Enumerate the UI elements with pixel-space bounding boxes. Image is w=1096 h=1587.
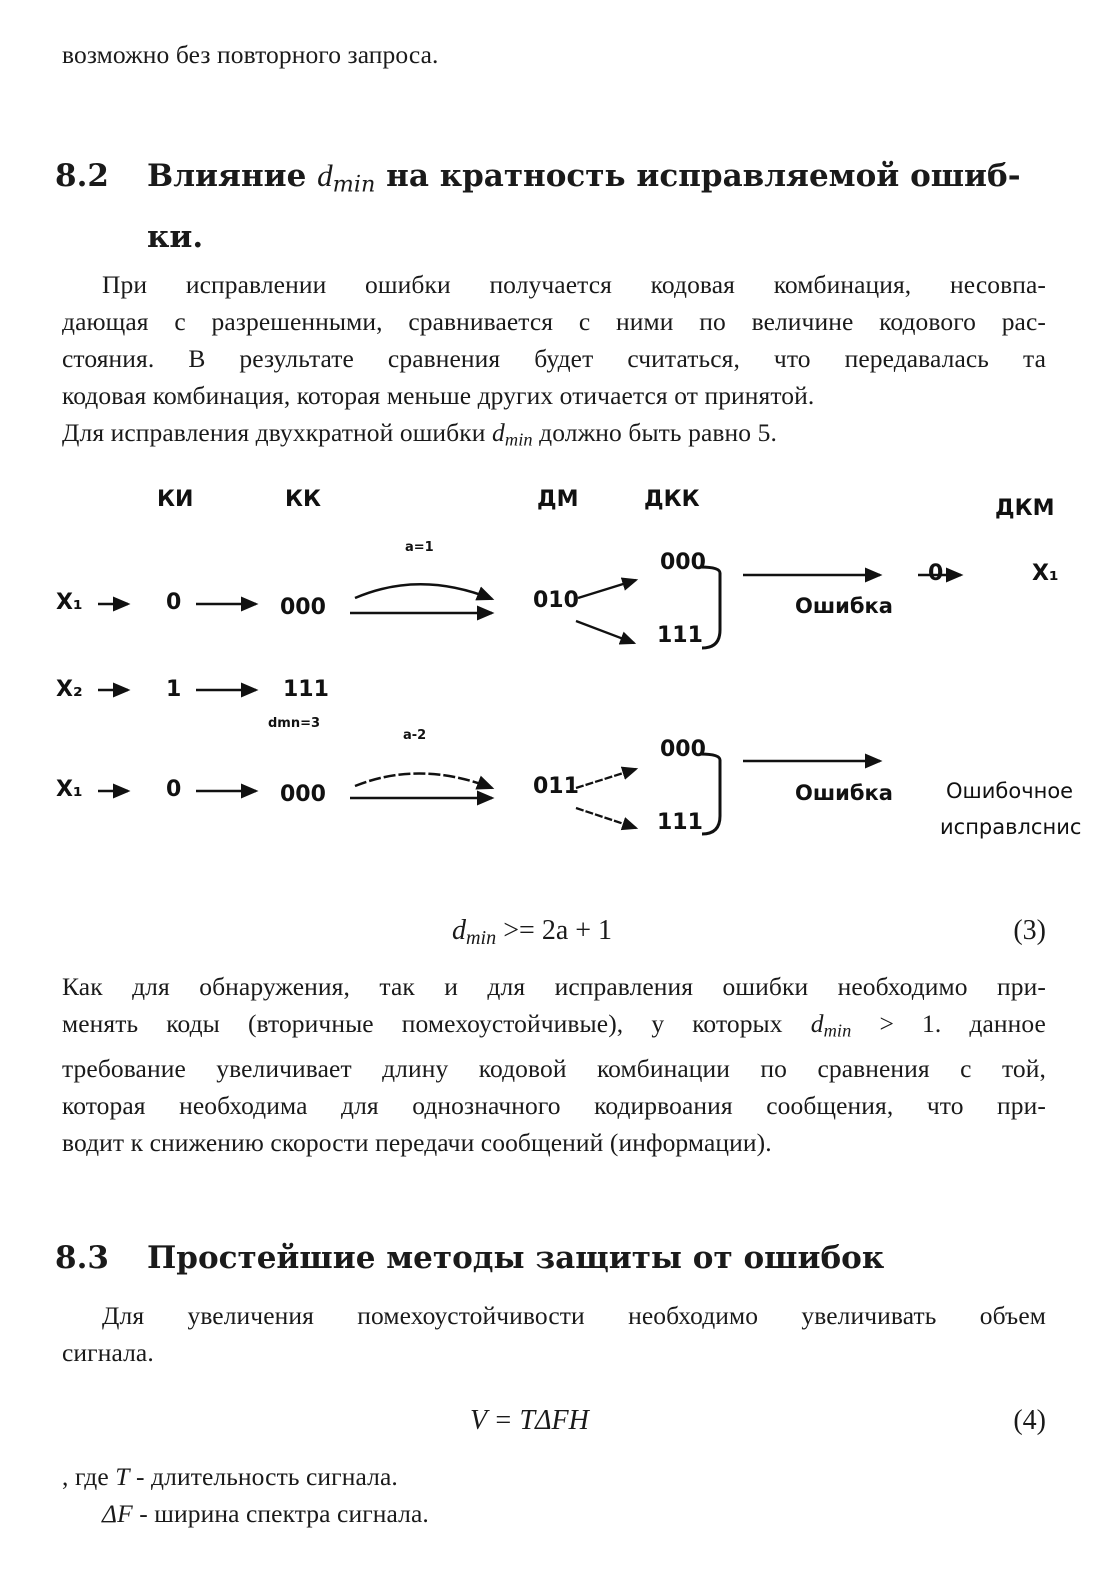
row1-dkk-bottom: 111 (657, 623, 703, 648)
row1-dkk-top: 000 (660, 550, 706, 575)
row1-source: X₁ (56, 590, 83, 615)
row3-result-line2: исправлснис (940, 815, 1082, 839)
top-continuation-text: возможно без повторного запроса. (62, 40, 439, 69)
row3-source: X₁ (56, 777, 83, 802)
dmin-requirement-paragraph (62, 968, 1046, 1161)
definitions (62, 1458, 1046, 1532)
section-number: 8.3 (55, 1240, 109, 1276)
definition-delta-f: ΔF - ширина спектра сигнала. (102, 1499, 429, 1528)
header-dkm: ДКМ (995, 496, 1055, 521)
header-ki: КИ (157, 487, 194, 512)
paragraph-line: менять коды (вторичные помехоустойчивые), у которых $d_{min} > 1$. данное (62, 1009, 1046, 1041)
paragraph-line: Для исправления двухкратной ошибки $d_{min}$ должно быть равно 5. (62, 418, 777, 450)
section-title-part1: Влияние (147, 158, 307, 194)
row1-error-label: a=1 (405, 540, 434, 555)
row1-kk: 000 (280, 595, 326, 620)
equation-3-number: (3) (1013, 915, 1046, 946)
row1-arrow-label: Ошибка (795, 594, 893, 618)
paragraph-line: требование увеличивает длину кодовой комбинации по сравнения с той, (62, 1053, 1046, 1083)
row1-ki: 0 (166, 590, 182, 615)
section-8-3-paragraph (62, 1297, 1046, 1371)
definition-t: , где T - длительность сигнала. (62, 1462, 398, 1491)
row3-ki: 0 (166, 777, 182, 802)
row3-kk: 000 (280, 782, 326, 807)
row3-result-line1: Ошибочное (946, 779, 1074, 803)
row3-dkk-top: 000 (660, 737, 706, 762)
row1-result: X₁ (1032, 561, 1059, 586)
header-dm: ДМ (537, 487, 579, 512)
row2-kk: 111 (283, 677, 329, 702)
equation-4: V = TΔFH (470, 1405, 589, 1436)
paragraph-line: Для увеличения помехоустойчивости необходимо увеличивать объем (102, 1301, 1046, 1330)
section-title: Простейшие методы защиты от ошибок (147, 1240, 885, 1276)
row3-dkk-bottom: 111 (657, 810, 703, 835)
equation-3: $d_{min} >= 2a + 1$ (452, 915, 613, 950)
row2-ki: 1 (166, 677, 182, 702)
header-dkk: ДКК (644, 487, 700, 512)
section-number: 8.2 (55, 158, 109, 194)
row1-dm: 010 (533, 588, 579, 613)
paragraph-line: При исправлении ошибки получается кодовая комбинация, несовпа- (102, 270, 1046, 299)
section-8-3-heading (55, 1232, 884, 1284)
equation-4-number: (4) (1013, 1405, 1046, 1436)
row2-dmin-label: dmn=3 (268, 716, 321, 731)
row2-source: X₂ (56, 677, 83, 702)
paragraph-line: Как для обнаружения, так и для исправления ошибки необходимо при- (62, 972, 1046, 1001)
paragraph-line: дающая с разрешенными, сравнивается с ними по величине кодового рас- (62, 307, 1046, 336)
row3-dm: 011 (533, 774, 579, 799)
row1-dkm: 0 (928, 561, 944, 586)
paragraph-line: которая необходима для однозначного кодирвоания сообщения, что при- (62, 1090, 1046, 1120)
paragraph-line: кодовая комбинация, которая меньше других отичается от принятой. (62, 381, 815, 410)
paragraph-line: стояния. В результате сравнения будет считаться, что передавалась та (62, 344, 1046, 373)
row3-error-label: a-2 (403, 728, 427, 743)
paragraph-line: водит к снижению скорости передачи сообщений (информации). (62, 1127, 772, 1157)
paragraph-line: сигнала. (62, 1338, 154, 1367)
header-kk: КК (285, 487, 321, 512)
section-title-part2: на кратность исправляемой ошиб- (386, 158, 1021, 194)
section-title-math: $d_{min}$ (317, 158, 376, 198)
section-title-continuation: ки. (147, 218, 204, 255)
row3-arrow-label: Ошибка (795, 781, 893, 805)
